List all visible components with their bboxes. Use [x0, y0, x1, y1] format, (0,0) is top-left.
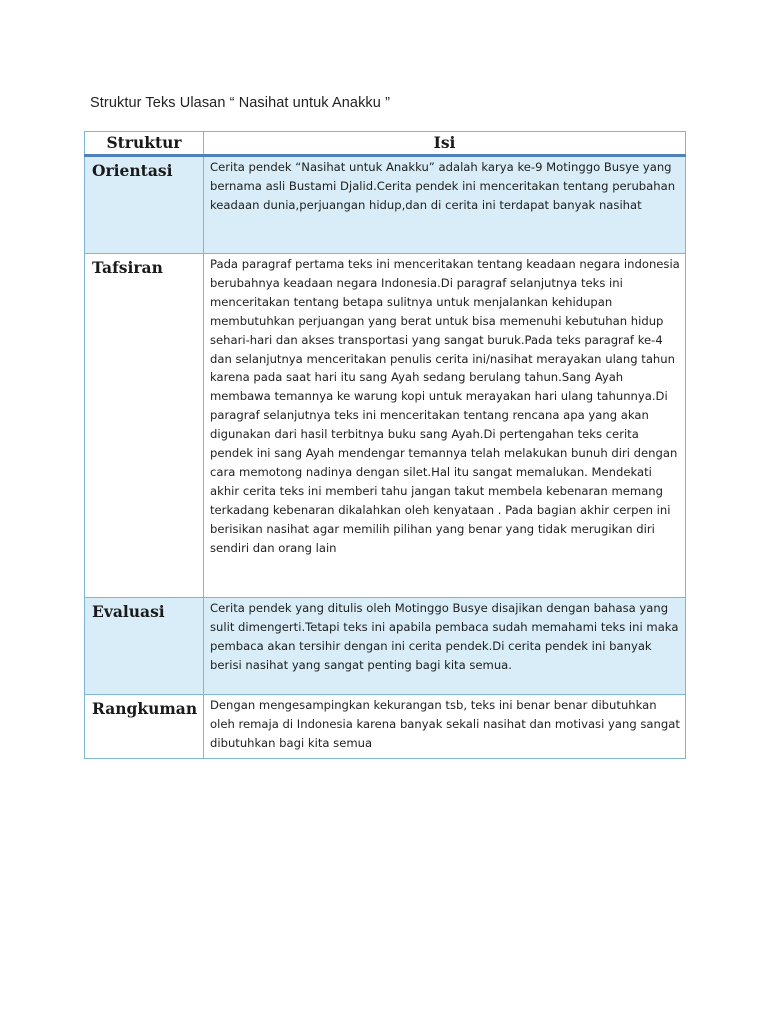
document-title: Struktur Teks Ulasan “ Nasihat untuk Anakku ”	[90, 95, 391, 111]
table-row-rangkuman	[85, 695, 686, 759]
row-text-orientasi	[204, 156, 686, 254]
row-text-rangkuman-content: Dengan mengesampingkan kekurangan tsb, teks ini benar benar dibutuhkan oleh remaja di Indonesia karena banyak sekali nasihat dan motivasi yang sangat dibutuhkan bagi kita semua	[210, 698, 680, 750]
table-header-row	[85, 132, 686, 156]
row-text-orientasi-content: Cerita pendek “Nasihat untuk Anakku” adalah karya ke-9 Motinggo Busye yang bernama asli Bustami Djalid.Cerita pendek ini menceritakan tentang perubahan keadaan dunia,perjuangan hidup,dan di cerita ini terdapat banyak nasihat	[210, 160, 676, 212]
table-row-orientasi	[85, 156, 686, 254]
row-text-tafsiran-content: Pada paragraf pertama teks ini menceritakan tentang keadaan negara indonesia berubahnya keadaan negara Indonesia.Di paragraf selanjutnya teks ini menceritakan tentang betapa sulitnya untuk menjalankan kehidupan membutuhkan perjuangan yang berat untuk bisa memenuhi kebutuhan hidup sehari-hari dan akses transportasi yang sangat buruk.Pada teks paragraf ke-4 dan selanjutnya menceritakan penulis cerita ini/nasihat merayakan ulang tahun karena pada saat hari itu sang Ayah sedang berulang tahun.Sang Ayah membawa temannya ke warung kopi untuk merayakan hari ulang tahunnya.Di paragraf selanjutnya teks ini menceritakan tentang rencana apa yang akan digunakan dari hasil terbitnya buku sang Ayah.Di pertengahan teks cerita pendek ini sang Ayah mendengar temannya telah melakukan bunuh diri dengan cara memotong nadinya dengan silet.Hal itu sangat memalukan. Mendekati akhir cerita teks ini memberi tahu jangan takut membela kebenaran memang terkadang kebenaran dikalahkan oleh kenyataan . Pada bagian akhir cerpen ini berisikan nasihat agar memilih pilihan yang benar yang tidak merugikan diri sendiri dan orang lain	[210, 257, 680, 555]
row-label-tafsiran: Tafsiran	[85, 254, 204, 598]
row-text-evaluasi-content: Cerita pendek yang ditulis oleh Motinggo Busye disajikan dengan bahasa yang sulit dimengerti.Tetapi teks ini apabila pembaca sudah memahami teks ini maka pembaca akan tersihir dengan ini cerita pendek.Di cerita pendek ini banyak berisi nasihat yang sangat penting bagi kita semua.	[210, 601, 679, 672]
row-label-rangkuman: Rangkuman	[85, 695, 204, 759]
row-label-evaluasi: Evaluasi	[85, 598, 204, 695]
header-isi: Isi	[204, 132, 686, 156]
row-text-tafsiran	[204, 254, 686, 598]
row-text-rangkuman	[204, 695, 686, 759]
review-structure-table	[84, 131, 686, 759]
row-text-evaluasi	[204, 598, 686, 695]
table-row-tafsiran	[85, 254, 686, 598]
row-label-orientasi: Orientasi	[85, 156, 204, 254]
header-struktur: Struktur	[85, 132, 204, 156]
table-row-evaluasi	[85, 598, 686, 695]
